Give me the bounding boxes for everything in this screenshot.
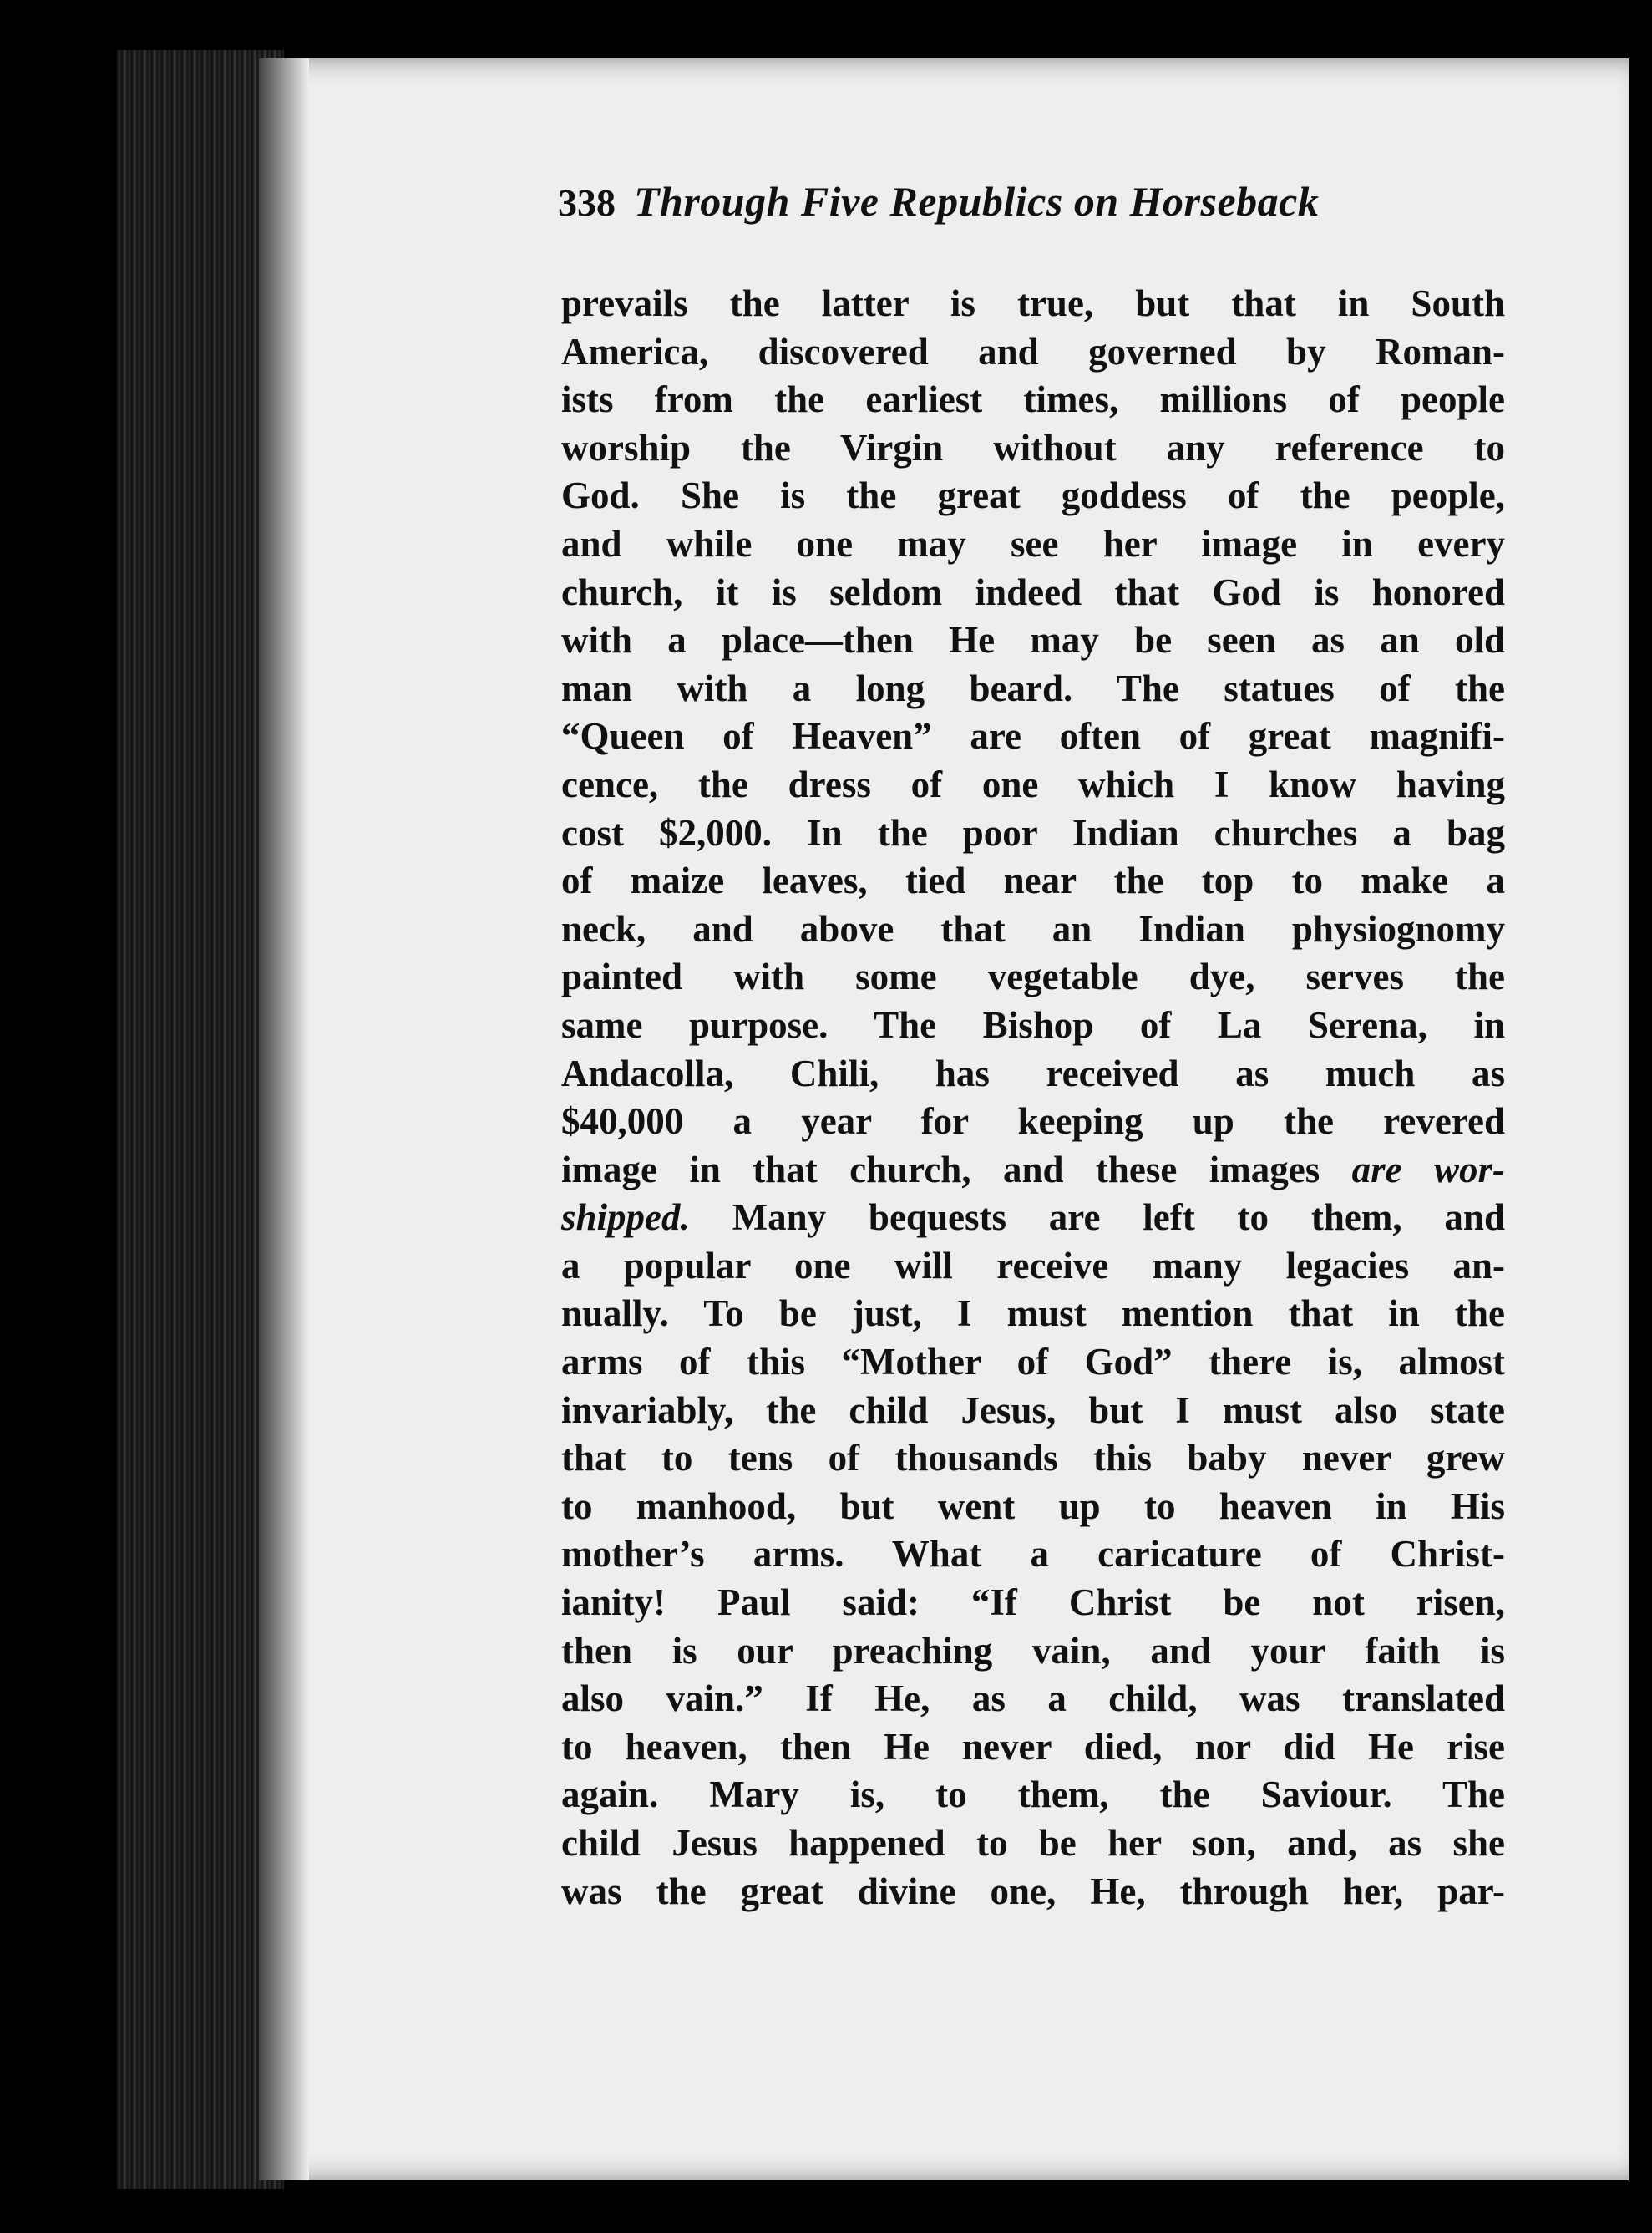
text-line: America, discovered and governed by Roman- bbox=[561, 330, 1505, 373]
text-line: a popular one will receive many legacies an- bbox=[561, 1244, 1505, 1287]
text-line: child Jesus happened to be her son, and, as she bbox=[561, 1822, 1505, 1864]
running-head bbox=[558, 177, 1443, 226]
text-line: cost $2,000. In the poor Indian churches a bag bbox=[561, 811, 1505, 854]
text-line: again. Mary is, to them, the Saviour. The bbox=[561, 1774, 1505, 1816]
text-line: then is our preaching vain, and your faith is bbox=[561, 1629, 1505, 1672]
text-line: invariably, the child Jesus, but I must also state bbox=[561, 1388, 1505, 1431]
text-line: same purpose. The Bishop of La Serena, in bbox=[561, 1003, 1505, 1046]
page-number: 338 bbox=[558, 181, 616, 224]
text-line: “Queen of Heaven” are often of great magnifi- bbox=[561, 715, 1505, 758]
text-roman: image in that church, and these images bbox=[561, 1148, 1352, 1190]
text-line: neck, and above that an Indian physiognomy bbox=[561, 907, 1505, 950]
text-line: also vain.” If He, as a child, was translated bbox=[561, 1677, 1505, 1720]
text-line: painted with some vegetable dye, serves the bbox=[561, 956, 1505, 998]
text-line-mixed bbox=[561, 1146, 1505, 1195]
text-line: worship the Virgin without any reference to bbox=[561, 426, 1505, 469]
text-italic: are wor- bbox=[1351, 1148, 1505, 1190]
text-line: prevails the latter is true, but that in South bbox=[561, 282, 1505, 324]
text-line: cence, the dress of one which I know having bbox=[561, 763, 1505, 805]
text-line: was the great divine one, He, through her, par- bbox=[561, 1870, 1505, 1912]
text-line: Andacolla, Chili, has received as much as bbox=[561, 1052, 1505, 1094]
text-line: $40,000 a year for keeping up the revered bbox=[561, 1100, 1505, 1143]
text-line: and while one may see her image in every bbox=[561, 522, 1505, 565]
text-line: of maize leaves, tied near the top to make a bbox=[561, 860, 1505, 902]
text-line: ists from the earliest times, millions of people bbox=[561, 378, 1505, 421]
text-line-mixed bbox=[561, 1194, 1505, 1242]
text-line: to heaven, then He never died, nor did He rise bbox=[561, 1725, 1505, 1768]
text-line: to manhood, but went up to heaven in His bbox=[561, 1484, 1505, 1527]
text-line: God. She is the great goddess of the people, bbox=[561, 475, 1505, 517]
text-line: church, it is seldom indeed that God is honored bbox=[561, 571, 1505, 613]
text-line: nually. To be just, I must mention that in the bbox=[561, 1292, 1505, 1335]
text-roman: Many bequests are left to them, and bbox=[689, 1196, 1505, 1239]
text-line: man with a long beard. The statues of the bbox=[561, 667, 1505, 709]
text-line: with a place—then He may be seen as an old bbox=[561, 619, 1505, 662]
text-line: arms of this “Mother of God” there is, almost bbox=[561, 1341, 1505, 1383]
text-line: mother’s arms. What a caricature of Christ- bbox=[561, 1533, 1505, 1576]
text-italic: shipped. bbox=[561, 1196, 690, 1239]
body-text bbox=[561, 280, 1505, 1916]
book-title: Through Five Republics on Horseback bbox=[634, 178, 1320, 225]
text-line: ianity! Paul said: “If Christ be not risen, bbox=[561, 1581, 1505, 1624]
text-line: that to tens of thousands this baby never grew bbox=[561, 1437, 1505, 1479]
